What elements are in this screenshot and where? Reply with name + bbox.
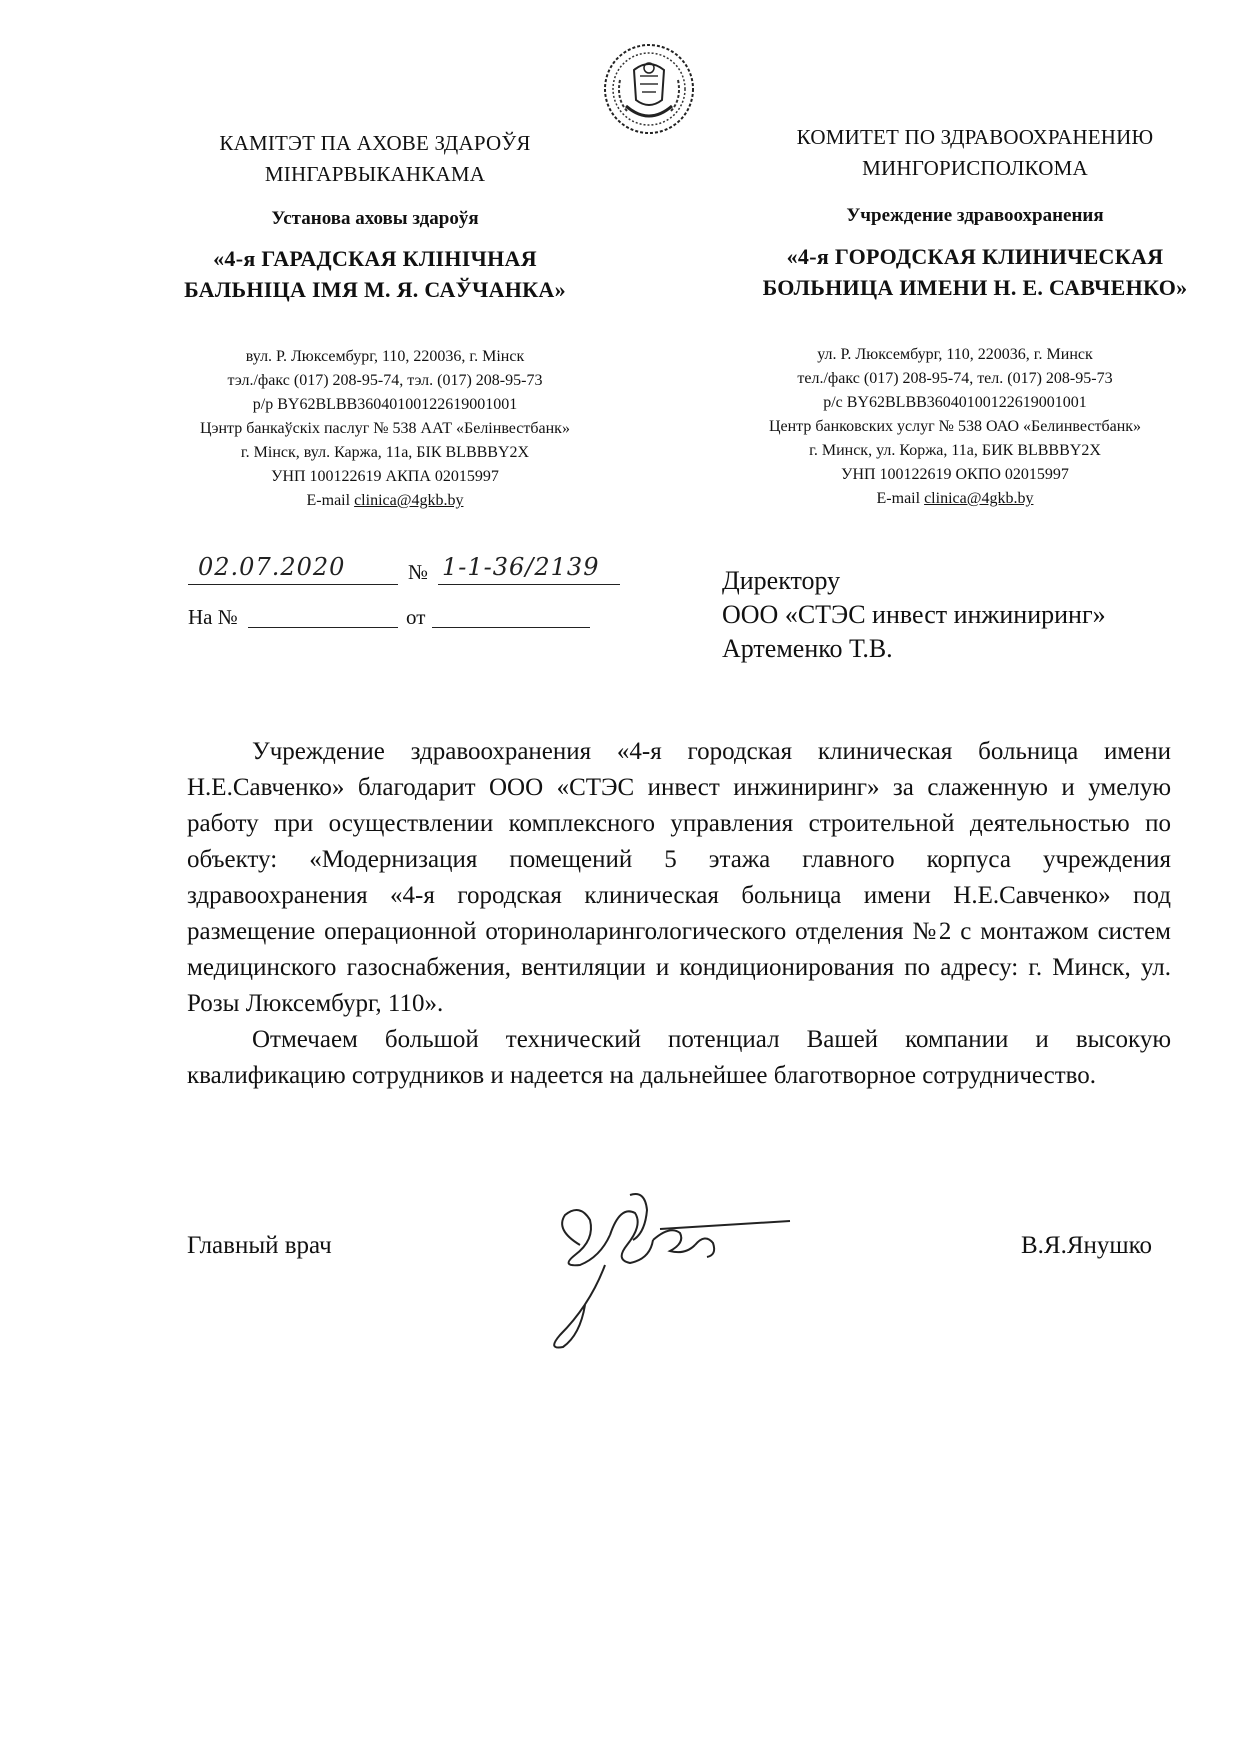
institution-name-line: «4-я ГОРОДСКАЯ КЛИНИЧЕСКАЯ — [786, 244, 1164, 269]
committee-name-by — [140, 128, 610, 190]
registration-number: 1-1-36/2139 — [442, 553, 600, 581]
committee-line: КАМІТЭТ ПА АХОВЕ ЗДАРОЎЯ — [219, 131, 531, 155]
body-paragraph: Учреждение здравоохранения «4-я городская клиническая больница имени Н.Е.Савченко» благодарит ООО «СТЭС инвест инжиниринг» за слаженную и умелую работу при осуществлении комплексного управления строительной деятельностью по объекту: «Модернизация помещений 5 этажа главного корпуса учреждения здравоохранения «4-я городская клиническая больница имени Н.Е.Савченко» под размещение операционной оториноларингологического отделения №2 с монтажом систем медицинского газоснабжения, вентиляции и кондиционирования по адресу: г. Минск, ул. Розы Люксембург, 110». — [187, 738, 1171, 1017]
contact-line: УНП 100122619 ОКПО 02015997 — [841, 466, 1069, 483]
body-paragraph: Отмечаем большой технический потенциал Вашей компании и высокую квалификацию сотрудников и надеется на дальнейшее благотворное сотрудничество. — [187, 1026, 1171, 1089]
institution-type-by: Установа аховы здароўя — [271, 208, 479, 229]
institution-name-ru — [740, 241, 1210, 303]
signatory-title: Главный врач — [187, 1232, 332, 1259]
from-underline — [432, 627, 590, 628]
signatory-name: В.Я.Янушко — [1021, 1232, 1153, 1259]
contact-line: тел./факс (017) 208-95-74, тел. (017) 208-95-73 — [797, 370, 1113, 387]
email-line — [150, 489, 620, 513]
contact-line: г. Минск, ул. Коржа, 11а, БИК BLBBBY2X — [809, 442, 1101, 459]
contact-line: Цэнтр банкаўскіх паслуг № 538 ААТ «Белінвестбанк» — [200, 420, 570, 437]
letter-body — [187, 734, 1171, 1094]
email-link[interactable]: clinica@4gkb.by — [354, 492, 464, 509]
institution-name-line: БАЛЬНІЦА ІМЯ М. Я. САЎЧАНКА» — [184, 277, 566, 302]
contacts-ru — [720, 343, 1190, 511]
email-line — [720, 487, 1190, 511]
contact-line: р/р BY62BLBB36040100122619001001 — [252, 396, 518, 413]
contact-line: ул. Р. Люксембург, 110, 220036, г. Минск — [817, 346, 1093, 363]
contact-line: р/с BY62BLBB36040100122619001001 — [823, 394, 1087, 411]
contact-line: г. Мінск, вул. Каржа, 11а, БІК BLBBBY2X — [240, 444, 530, 461]
state-emblem-icon — [600, 40, 698, 138]
institution-name-line: БОЛЬНИЦА ИМЕНИ Н. Е. САВЧЕНКО» — [762, 275, 1188, 300]
ref-underline — [248, 627, 398, 628]
email-label: E-mail — [876, 490, 921, 507]
addressee-line: Артеменко Т.В. — [722, 634, 893, 663]
contact-line: Центр банковских услуг № 538 ОАО «Белинвестбанк» — [768, 418, 1142, 435]
addressee — [722, 564, 1222, 666]
email-link[interactable]: clinica@4gkb.by — [924, 490, 1034, 507]
registration-date: 02.07.2020 — [198, 553, 346, 581]
committee-line: МИНГОРИСПОЛКОМА — [862, 156, 1088, 180]
addressee-line: Директору — [722, 566, 841, 595]
committee-name-ru — [740, 122, 1210, 184]
institution-name-line: «4-я ГАРАДСКАЯ КЛІНІЧНАЯ — [213, 246, 537, 271]
committee-line: КОМИТЕТ ПО ЗДРАВООХРАНЕНИЮ — [796, 125, 1154, 149]
contact-line: тэл./факс (017) 208-95-74, тэл. (017) 208-95-73 — [227, 372, 543, 389]
contacts-by — [150, 345, 620, 513]
institution-type-ru: Учреждение здравоохранения — [846, 205, 1104, 226]
date-underline — [188, 584, 398, 585]
addressee-line: ООО «СТЭС инвест инжиниринг» — [722, 600, 1106, 629]
committee-line: МІНГАРВЫКАНКАМА — [264, 162, 486, 186]
ref-label: На № — [188, 605, 238, 629]
email-label: E-mail — [306, 492, 351, 509]
contact-line: вул. Р. Люксембург, 110, 220036, г. Мінск — [245, 348, 525, 365]
number-underline — [438, 584, 620, 585]
institution-name-by — [140, 243, 610, 305]
handwritten-signature — [535, 1185, 805, 1365]
from-label: от — [406, 605, 426, 629]
number-label: № — [408, 560, 429, 584]
contact-line: УНП 100122619 АКПА 02015997 — [271, 468, 499, 485]
